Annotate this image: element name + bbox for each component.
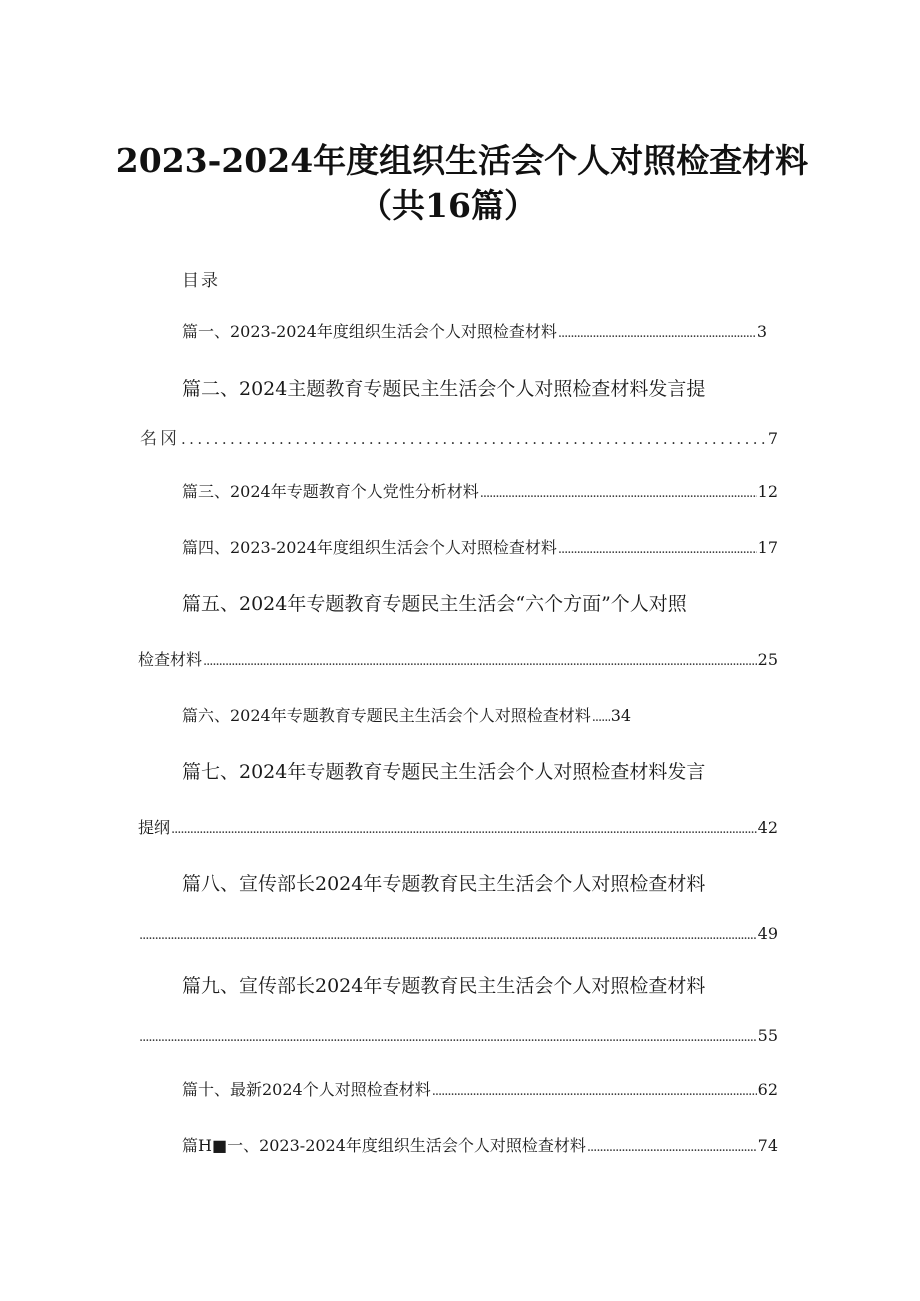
toc-entry-7[interactable]: [182, 758, 705, 786]
toc-page-number: 25: [757, 650, 778, 669]
toc-entry-text: 篇七、2024年专题教育专题民主生活会个人对照检查材料发言: [182, 761, 706, 783]
dot-leader: [558, 320, 756, 348]
dot-leader: [592, 704, 610, 732]
document-subtitle: （共16篇）: [359, 186, 537, 225]
toc-page-number: 3: [756, 322, 767, 341]
toc-entry-10[interactable]: [182, 1076, 778, 1104]
toc-entry-continuation-text: 检查材料: [138, 650, 203, 669]
toc-entry-1[interactable]: [182, 318, 767, 346]
toc-page-number: 74: [757, 1136, 778, 1155]
toc-entry-continuation-text: 名冈: [140, 429, 180, 449]
toc-entry-text: 篇三、2024年专题教育个人党性分析材料: [182, 482, 479, 501]
toc-entry-2[interactable]: [182, 375, 705, 403]
dot-leader: [432, 1078, 757, 1106]
toc-page-number: 42: [757, 818, 778, 837]
toc-entry-9-continuation[interactable]: [138, 1022, 778, 1050]
toc-entry-text: 篇H■一、2023-2024年度组织生活会个人对照检查材料: [182, 1136, 586, 1155]
toc-entry-2-continuation[interactable]: [140, 425, 778, 453]
toc-entry-7-continuation[interactable]: [138, 814, 778, 842]
toc-entry-5[interactable]: [182, 590, 687, 618]
toc-entry-text: 篇六、2024年专题教育专题民主生活会个人对照检查材料: [182, 706, 591, 725]
toc-entry-6[interactable]: [182, 702, 728, 730]
dot-leader: [587, 1134, 757, 1162]
toc-entry-3[interactable]: [182, 478, 778, 506]
toc-page-number: 34: [610, 706, 632, 725]
toc-entry-text: 篇四、2023-2024年度组织生活会个人对照检查材料: [182, 538, 557, 557]
dot-leader: [181, 425, 767, 453]
dot-leader: [203, 648, 757, 676]
toc-page-number: 49: [757, 924, 778, 943]
dot-leader: [139, 1024, 757, 1052]
toc-page-number: 55: [757, 1026, 778, 1045]
toc-entry-continuation-text: 提纲: [138, 818, 171, 837]
toc-page-number: 17: [757, 538, 778, 557]
toc-entry-text: 篇五、2024年专题教育专题民主生活会“六个方面”个人对照: [182, 593, 687, 615]
toc-page-number: 62: [757, 1080, 778, 1099]
toc-entry-5-continuation[interactable]: [138, 646, 778, 674]
toc-entry-8-continuation[interactable]: [138, 920, 778, 948]
toc-entry-text: 篇二、2024主题教育专题民主生活会个人对照检查材料发言提: [182, 378, 706, 400]
toc-page-number: 12: [757, 482, 778, 501]
toc-entry-text: 篇九、宣传部长2024年专题教育民主生活会个人对照检查材料: [182, 975, 706, 997]
toc-entry-text: 篇八、宣传部长2024年专题教育民主生活会个人对照检查材料: [182, 873, 706, 895]
dot-leader: [139, 922, 757, 950]
toc-entry-4[interactable]: [182, 534, 778, 562]
toc-entry-text: 篇一、2023-2024年度组织生活会个人对照检查材料: [182, 322, 557, 341]
toc-entry-8[interactable]: [182, 870, 705, 898]
toc-entry-9[interactable]: [182, 972, 705, 1000]
document-title: 2023-2024年度组织生活会个人对照检查材料: [115, 141, 809, 180]
dot-leader: [558, 536, 757, 564]
toc-heading: 目录: [182, 271, 220, 291]
dot-leader: [171, 816, 757, 844]
toc-entry-text: 篇十、最新2024个人对照检查材料: [182, 1080, 431, 1099]
dot-leader: [480, 480, 757, 508]
toc-entry-11[interactable]: [182, 1132, 778, 1160]
toc-page-number: 7: [767, 429, 778, 448]
